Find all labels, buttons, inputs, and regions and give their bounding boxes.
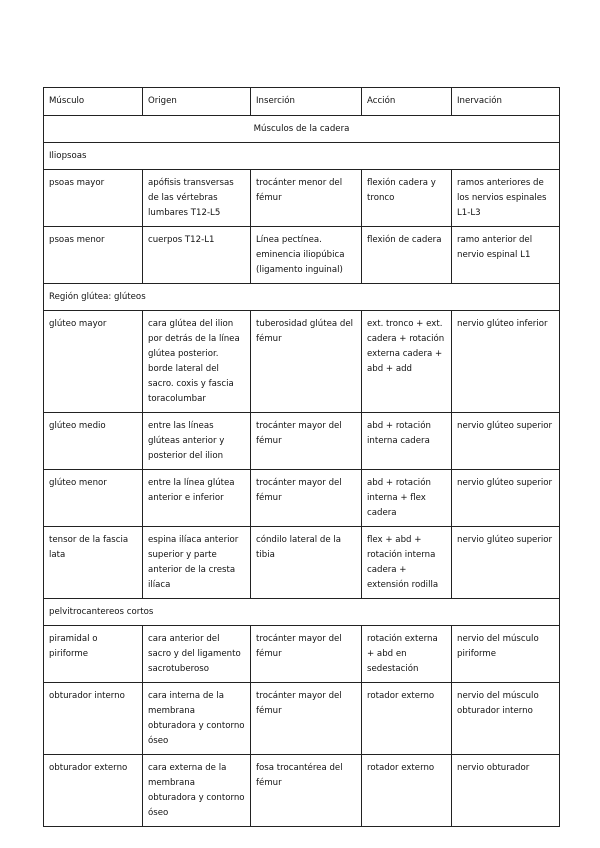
header-row	[44, 88, 560, 116]
cell-musculo: piramidal o piriforme	[44, 626, 143, 683]
cell-accion: abd + rotación interna + flex cadera	[362, 470, 452, 527]
group-title: pelvitrocantereos cortos	[44, 599, 560, 626]
cell-musculo: obturador interno	[44, 683, 143, 755]
cell-inervacion: nervio del músculo obturador interno	[452, 683, 560, 755]
header-origen: Origen	[143, 88, 251, 116]
header-accion: Acción	[362, 88, 452, 116]
header-insercion: Inserción	[251, 88, 362, 116]
muscle-table	[43, 87, 560, 827]
table-row	[44, 527, 560, 599]
cell-insercion: tuberosidad glútea del fémur	[251, 311, 362, 413]
cell-inervacion: nervio glúteo superior	[452, 413, 560, 470]
header-inervacion: Inervación	[452, 88, 560, 116]
group-row	[44, 599, 560, 626]
cell-origen: cara interna de la membrana obturadora y contorno óseo	[143, 683, 251, 755]
cell-insercion: trocánter mayor del fémur	[251, 413, 362, 470]
cell-musculo: psoas mayor	[44, 170, 143, 227]
cell-inervacion: nervio obturador	[452, 755, 560, 827]
cell-insercion: fosa trocantérea del fémur	[251, 755, 362, 827]
cell-accion: flexión cadera y tronco	[362, 170, 452, 227]
cell-origen: cara externa de la membrana obturadora y contorno óseo	[143, 755, 251, 827]
cell-accion: rotador externo	[362, 683, 452, 755]
cell-inervacion: nervio del músculo piriforme	[452, 626, 560, 683]
cell-musculo: glúteo mayor	[44, 311, 143, 413]
cell-musculo: glúteo medio	[44, 413, 143, 470]
cell-musculo: obturador externo	[44, 755, 143, 827]
cell-origen: apófisis transversas de las vértebras lumbares T12-L5	[143, 170, 251, 227]
group-row	[44, 143, 560, 170]
cell-insercion: trocánter mayor del fémur	[251, 470, 362, 527]
cell-origen: cara glútea del ilion por detrás de la línea glútea posterior. borde lateral del sacro. coxis y fascia toracolumbar	[143, 311, 251, 413]
section-title: Músculos de la cadera	[44, 116, 560, 143]
cell-insercion: Línea pectínea. eminencia iliopúbica (ligamento inguinal)	[251, 227, 362, 284]
cell-accion: flexión de cadera	[362, 227, 452, 284]
table-row	[44, 683, 560, 755]
table-row	[44, 170, 560, 227]
cell-inervacion: nervio glúteo superior	[452, 470, 560, 527]
cell-origen: cuerpos T12-L1	[143, 227, 251, 284]
cell-origen: entre la línea glútea anterior e inferior	[143, 470, 251, 527]
table-row	[44, 755, 560, 827]
cell-inervacion: nervio glúteo superior	[452, 527, 560, 599]
cell-musculo: glúteo menor	[44, 470, 143, 527]
cell-origen: entre las líneas glúteas anterior y posterior del ilion	[143, 413, 251, 470]
cell-accion: flex + abd + rotación interna cadera + extensión rodilla	[362, 527, 452, 599]
group-title: Región glútea: glúteos	[44, 284, 560, 311]
cell-musculo: psoas menor	[44, 227, 143, 284]
muscle-table-body	[44, 88, 560, 827]
cell-origen: espina ilíaca anterior superior y parte anterior de la cresta ilíaca	[143, 527, 251, 599]
table-row	[44, 413, 560, 470]
group-row	[44, 284, 560, 311]
cell-inervacion: ramo anterior del nervio espinal L1	[452, 227, 560, 284]
table-row	[44, 227, 560, 284]
cell-insercion: cóndilo lateral de la tibia	[251, 527, 362, 599]
table-row	[44, 470, 560, 527]
cell-accion: rotación externa + abd en sedestación	[362, 626, 452, 683]
header-musculo: Músculo	[44, 88, 143, 116]
group-title: Iliopsoas	[44, 143, 560, 170]
cell-accion: ext. tronco + ext. cadera + rotación externa cadera + abd + add	[362, 311, 452, 413]
cell-inervacion: nervio glúteo inferior	[452, 311, 560, 413]
cell-accion: abd + rotación interna cadera	[362, 413, 452, 470]
cell-insercion: trocánter mayor del fémur	[251, 626, 362, 683]
cell-insercion: trocánter menor del fémur	[251, 170, 362, 227]
cell-insercion: trocánter mayor del fémur	[251, 683, 362, 755]
cell-accion: rotador externo	[362, 755, 452, 827]
cell-musculo: tensor de la fascia lata	[44, 527, 143, 599]
table-row	[44, 311, 560, 413]
section-row	[44, 116, 560, 143]
cell-inervacion: ramos anteriores de los nervios espinales L1-L3	[452, 170, 560, 227]
cell-origen: cara anterior del sacro y del ligamento sacrotuberoso	[143, 626, 251, 683]
table-row	[44, 626, 560, 683]
